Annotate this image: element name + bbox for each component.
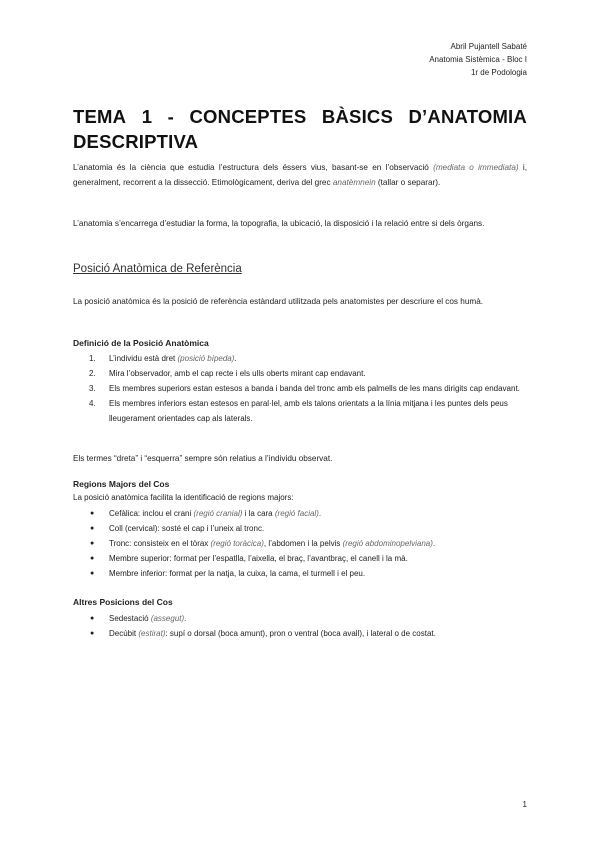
list-item bbox=[73, 611, 527, 626]
list-number: 4. bbox=[89, 399, 96, 408]
text-run-italic: (regió facial) bbox=[274, 509, 319, 518]
title-word: CONCEPTES bbox=[189, 106, 307, 127]
header-course: 1r de Podologia bbox=[470, 68, 527, 77]
list-number: 2. bbox=[89, 369, 96, 378]
other-positions-list bbox=[73, 611, 527, 641]
text-run: Sedestació bbox=[109, 614, 151, 623]
intro-paragraph-1 bbox=[73, 160, 527, 190]
text-run-italic: (mediata o immediata) bbox=[433, 163, 519, 172]
intro-paragraph-2: L’anatomia s’encarrega d’estudiar la forma, la topografia, la ubicació, la disposició i la relació entre si dels òrgans. bbox=[73, 219, 485, 228]
bullet-icon: ● bbox=[90, 555, 95, 562]
regions-intro: La posició anatòmica facilita la identificació de regions majors: bbox=[73, 493, 294, 502]
list-number: 1. bbox=[89, 354, 96, 363]
text-run-italic: (regió cranial) bbox=[193, 509, 243, 518]
title-line-1 bbox=[73, 104, 527, 129]
text-run-italic: (assegut) bbox=[150, 614, 185, 623]
text-run: Tronc: consisteix en el tòrax bbox=[109, 539, 211, 548]
list-item bbox=[73, 566, 527, 581]
text-run: L’individu està dret bbox=[109, 354, 178, 363]
text-run: Els membres inferiors estan estesos en paral·lel, amb els talons orientats a la línia mitjana i les puntes dels peus lleugerament orientades cap als laterals. bbox=[109, 399, 508, 423]
text-run: i la cara bbox=[242, 509, 275, 518]
regions-heading: Regions Majors del Cos bbox=[73, 479, 170, 489]
text-run-italic: (regió toràcica) bbox=[210, 539, 264, 548]
title-line-2: DESCRIPTIVA bbox=[73, 131, 199, 152]
title-word: 1 bbox=[141, 106, 153, 127]
regions-list bbox=[73, 506, 527, 581]
text-run: Cefàlica: inclou el crani bbox=[109, 509, 194, 518]
text-run: Membre superior: format per l’espatlla, l’aixella, el braç, l’avantbraç, el canell i la mà. bbox=[109, 554, 408, 563]
list-item bbox=[73, 381, 527, 396]
text-run: Membre inferior: format per la natja, la cuixa, la cama, el turmell i el peu. bbox=[109, 569, 366, 578]
title-word: - bbox=[167, 106, 175, 127]
list-item bbox=[73, 351, 527, 366]
definition-list bbox=[73, 351, 527, 426]
text-run: Coll (cervical): sosté el cap i l’uneix al tronc. bbox=[109, 524, 265, 533]
text-run-italic: (regió abdominopelviana) bbox=[342, 539, 433, 548]
text-run: (tallar o separar). bbox=[375, 178, 441, 187]
text-run-italic: anatèmnein bbox=[332, 178, 376, 187]
text-run: . bbox=[318, 509, 322, 518]
list-item bbox=[73, 366, 527, 381]
note-paragraph: Els termes “dreta” i “esquerra” sempre són relatius a l’individu observat. bbox=[73, 454, 333, 463]
header-author: Abril Pujantell Sabaté bbox=[450, 42, 527, 51]
section-heading: Posició Anatòmica de Referència bbox=[73, 263, 242, 275]
text-run: i, generalment, recorrent a la dissecció. Etimològicament, deriva del grec bbox=[73, 163, 527, 187]
bullet-icon: ● bbox=[90, 540, 95, 547]
text-run: Els membres superiors estan estesos a banda i banda del tronc amb els palmells de les mans dirigits cap endavant. bbox=[109, 384, 520, 393]
list-item bbox=[73, 551, 527, 566]
header-subject: Anatomia Sistèmica - Bloc I bbox=[429, 55, 527, 64]
section-paragraph: La posició anatòmica és la posició de referència estàndard utilitzada pels anatomistes per descriure el cos humà. bbox=[73, 297, 484, 306]
bullet-icon: ● bbox=[90, 525, 95, 532]
text-run: L’anatomia és la ciència que estudia l’estructura dels éssers vius, basant-se en l’observació bbox=[73, 163, 434, 172]
page-number: 1 bbox=[522, 800, 527, 809]
text-run: , l’abdomen i la pelvis bbox=[263, 539, 343, 548]
title-word: D’ANATOMIA bbox=[408, 106, 527, 127]
text-run: : supí o dorsal (boca amunt), pron o ventral (boca avall), i lateral o de costat. bbox=[165, 629, 436, 638]
bullet-icon: ● bbox=[90, 615, 95, 622]
bullet-icon: ● bbox=[90, 570, 95, 577]
document-header bbox=[429, 40, 527, 79]
bullet-icon: ● bbox=[90, 510, 95, 517]
text-run: . bbox=[184, 614, 187, 623]
list-number: 3. bbox=[89, 384, 96, 393]
list-item bbox=[73, 536, 527, 551]
text-run: Decúbit bbox=[109, 629, 139, 638]
other-positions-heading: Altres Posicions del Cos bbox=[73, 597, 173, 607]
text-run: Mira l’observador, amb el cap recte i els ulls oberts mirant cap endavant. bbox=[109, 369, 366, 378]
title-word: BÀSICS bbox=[321, 106, 394, 127]
list-item bbox=[73, 396, 527, 426]
page-title bbox=[73, 104, 527, 154]
text-run: . bbox=[432, 539, 436, 548]
list-item bbox=[73, 626, 527, 641]
list-item bbox=[73, 506, 527, 521]
bullet-icon: ● bbox=[90, 630, 95, 637]
text-run-italic: (posició bípeda) bbox=[177, 354, 235, 363]
text-run: . bbox=[234, 354, 237, 363]
definition-heading: Definició de la Posició Anatòmica bbox=[73, 338, 209, 348]
title-word: TEMA bbox=[73, 106, 127, 127]
text-run-italic: (estirat) bbox=[138, 629, 166, 638]
list-item bbox=[73, 521, 527, 536]
